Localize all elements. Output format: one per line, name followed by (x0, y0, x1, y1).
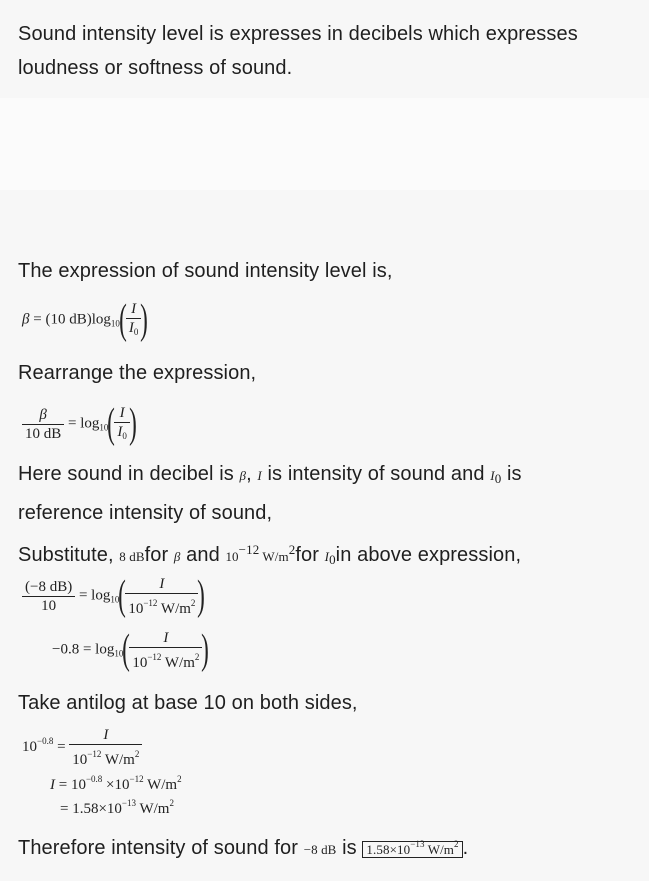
substitute-text: Substitute, 8 dBfor β and $10^{-12}$ $W/m^2for$ $I_0in$ above expression, (18, 542, 522, 567)
equation-antilog: $10^{-0.8}$ = $\frac{I}{10^{-12} W/m^2}$ (22, 726, 142, 769)
intensity-ratio-fraction: $\frac{I}{I_0}$ (126, 300, 142, 341)
intro-text (18, 17, 578, 85)
final-answer-box: $1.58\times 10^{-13}$ $W/m^2$ (362, 841, 462, 858)
antilog-text: Take antilog at base 10 on both sides, (18, 692, 358, 714)
equation-intensity-product: $I = 10^{-0.8} \times 10^{-12}$ $W/m^2$ (50, 774, 182, 793)
equation-intensity-result: = $1.58\times 10^{-13}$ $W/m^2$ (60, 798, 174, 817)
definitions-text: Here sound in decibel is β, I is intensity of sound and $I_0$ is reference intensity of sound, (18, 463, 522, 524)
equation-rearranged: $\frac{\beta}{10 dB}$ = $\log_{10}$( $\frac{I}{I_0}$ ) (22, 402, 136, 446)
rearrange-text: Rearrange the expression, (18, 362, 257, 384)
equation-substituted: $\frac{(-8 dB)}{10}$ = $\log_{10}$( $\frac{I}{10^{-12} W/m^2}$ ) (22, 574, 204, 618)
equation-log-value: $-0.8 = \log_{10}$( $\frac{I}{10^{-12} W/m^2}$ ) (52, 627, 210, 673)
blank-band (0, 98, 649, 190)
expression-heading: The expression of sound intensity level is, (18, 260, 393, 282)
beta-symbol: β (22, 311, 30, 328)
intro-line-2: loudness or softness of sound. (18, 57, 293, 79)
intro-line-1: Sound intensity level is expresses in decibels which expresses (18, 23, 578, 45)
conclusion-text: Therefore intensity of sound for −8 dB is $1.58\times 10^{-13}$ $W/m^2$ . (18, 837, 469, 859)
equation-beta-definition: β = (10 $dB)\log_{10}$( $\frac{I}{I_0}$ ) (22, 297, 149, 343)
